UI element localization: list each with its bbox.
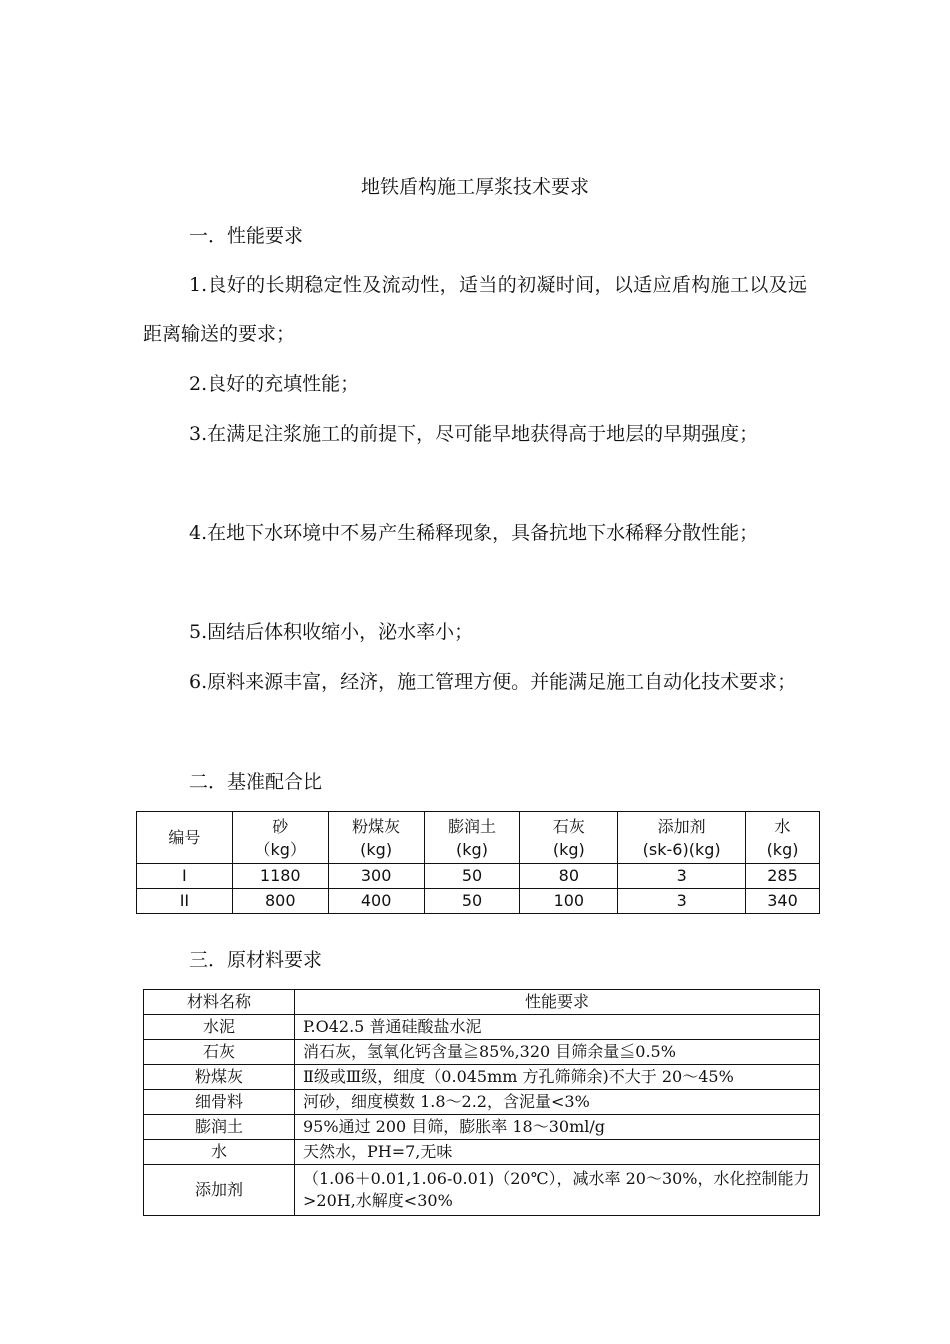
table-cell: II: [137, 889, 233, 914]
material-name-cell: 水: [144, 1140, 295, 1165]
requirement-item-4: 4.在地下水环境中不易产生稀释现象，具备抗地下水稀释分散性能；: [189, 522, 759, 544]
table-cell: 800: [232, 889, 328, 914]
requirement-item-3: 3.在满足注浆施工的前提下，尽可能早地获得高于地层的早期强度；: [189, 423, 759, 445]
header-cell-sand: 砂 （kg）: [232, 812, 328, 864]
table-cell: 80: [520, 864, 618, 889]
table-row: [144, 1015, 820, 1040]
table-cell: I: [137, 864, 233, 889]
raw-material-table: [143, 989, 820, 1216]
header-cell-performance: 性能要求: [295, 990, 820, 1015]
requirement-item-6: 6.原料来源丰富，经济，施工管理方便。并能满足施工自动化技术要求；: [189, 671, 797, 693]
material-requirement-cell: （1.06＋0.01,1.06-0.01)（20℃），减水率 20～30%，水化控制能力>20H,水解度<30%: [295, 1165, 820, 1216]
mix-ratio-header-row: [137, 812, 820, 864]
table-cell: 340: [746, 889, 820, 914]
header-cell-additive: 添加剂 (sk-6)(kg): [618, 812, 746, 864]
table-cell: 50: [424, 864, 520, 889]
material-name-cell: 石灰: [144, 1040, 295, 1065]
table-row: [144, 1040, 820, 1065]
section-heading-raw-materials: 三．原材料要求: [189, 949, 323, 971]
table-cell: 300: [328, 864, 424, 889]
table-cell: 1180: [232, 864, 328, 889]
requirement-item-5: 5.固结后体积收缩小，泌水率小；: [189, 621, 474, 643]
material-requirement-cell: P.O42.5 普通硅酸盐水泥: [295, 1015, 820, 1040]
requirement-item-1: 1.良好的长期稳定性及流动性，适当的初凝时间，以适应盾构施工以及远距离输送的要求；: [143, 274, 807, 345]
header-cell-lime: 石灰 (kg): [520, 812, 618, 864]
header-cell-water: 水 (kg): [746, 812, 820, 864]
requirement-item-2: 2.良好的充填性能；: [189, 373, 360, 395]
material-requirement-cell: 消石灰，氢氧化钙含量≧85%,320 目筛余量≦0.5%: [295, 1040, 820, 1065]
header-cell-material-name: 材料名称: [144, 990, 295, 1015]
table-row: [144, 1115, 820, 1140]
section-heading-performance: 一．性能要求: [189, 225, 304, 247]
table-cell: 100: [520, 889, 618, 914]
table-cell: 3: [618, 889, 746, 914]
material-requirement-cell: Ⅱ级或Ⅲ级，细度（0.045mm 方孔筛筛余)不大于 20～45%: [295, 1065, 820, 1090]
material-name-cell: 水泥: [144, 1015, 295, 1040]
table-cell: 285: [746, 864, 820, 889]
table-cell: 3: [618, 864, 746, 889]
material-requirement-cell: 天然水，PH=7,无味: [295, 1140, 820, 1165]
table-row: [137, 864, 820, 889]
table-cell: 50: [424, 889, 520, 914]
table-row: [144, 1140, 820, 1165]
mix-ratio-table: [136, 811, 820, 914]
table-row: [144, 1090, 820, 1115]
material-name-cell: 细骨料: [144, 1090, 295, 1115]
header-cell-bentonite: 膨润土 (kg): [424, 812, 520, 864]
material-requirement-cell: 河砂，细度模数 1.8～2.2，含泥量<3%: [295, 1090, 820, 1115]
header-cell-fly-ash: 粉煤灰 (kg): [328, 812, 424, 864]
table-cell: 400: [328, 889, 424, 914]
section-heading-mix-ratio: 二．基准配合比: [189, 771, 323, 793]
table-row: [144, 1165, 820, 1216]
material-name-cell: 添加剂: [144, 1165, 295, 1216]
table-row: [137, 889, 820, 914]
material-name-cell: 膨润土: [144, 1115, 295, 1140]
header-cell-id: 编号: [137, 812, 233, 864]
document-title: 地铁盾构施工厚浆技术要求: [360, 176, 589, 198]
material-requirement-cell: 95%通过 200 目筛，膨胀率 18～30ml/g: [295, 1115, 820, 1140]
material-name-cell: 粉煤灰: [144, 1065, 295, 1090]
raw-material-header-row: [144, 990, 820, 1015]
table-row: [144, 1065, 820, 1090]
